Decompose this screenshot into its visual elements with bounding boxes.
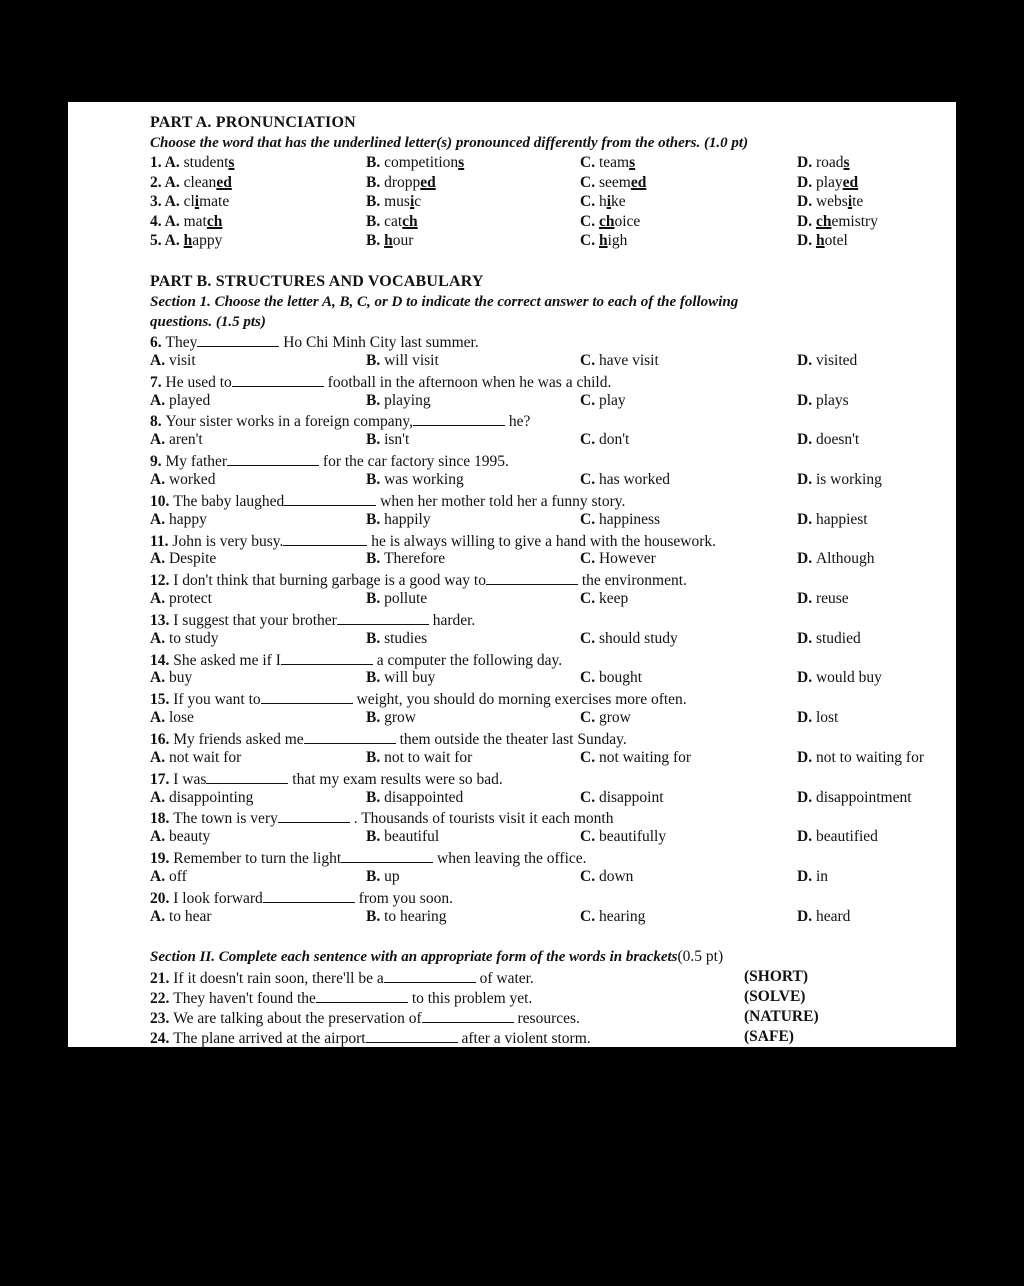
option-letter: B. <box>366 470 385 488</box>
option-letter: C. <box>580 154 599 171</box>
answer-option[interactable]: C. not waiting for <box>580 748 692 766</box>
pronunciation-option: B. catch <box>366 212 418 230</box>
answer-blank[interactable] <box>413 411 505 426</box>
option-letter: D. <box>797 748 816 766</box>
underlined-letters: ed <box>420 173 436 191</box>
option-letter: C. <box>580 748 599 766</box>
answer-option[interactable]: B. pollute <box>366 590 428 607</box>
answer-option[interactable]: A. to hear <box>150 907 212 925</box>
option-letter: B. <box>366 709 385 727</box>
pronunciation-option: D. hotel <box>797 232 848 249</box>
option-letter: D. <box>797 629 816 647</box>
section-2-title: Section II. Complete each sentence with an appropriate form of the words in brackets <box>150 949 678 965</box>
question-number: 8. <box>150 413 166 431</box>
underlined-letters: ed <box>842 173 859 191</box>
option-letter: A. <box>164 154 184 171</box>
answer-option[interactable]: B. happily <box>366 510 431 528</box>
underlined-letters: h <box>384 232 393 249</box>
option-letter: D. <box>797 510 816 528</box>
pronunciation-option: C. high <box>580 232 628 249</box>
question-stem: 12. I don't think that burning garbage is a good way to the environment. <box>150 572 687 590</box>
option-letter: A. <box>150 550 169 568</box>
answer-option[interactable]: D. in <box>797 867 829 885</box>
answer-option[interactable]: C. down <box>580 867 634 885</box>
answer-blank[interactable] <box>316 988 408 1003</box>
underlined-letters: s <box>228 154 235 171</box>
bracket-word: (SOLVE) <box>744 988 806 1005</box>
section-1-instruction: Section 1. Choose the letter A, B, C, or D to indicate the correct answer to each of the following <box>150 294 739 310</box>
option-letter: A. <box>150 907 169 925</box>
pronunciation-option: C. choice <box>580 212 641 230</box>
question-stem: 17. I was that my exam results were so bad. <box>150 770 503 788</box>
answer-option[interactable]: D. not to waiting for <box>797 748 925 766</box>
answer-option[interactable]: B. up <box>366 867 400 885</box>
option-letter: A. <box>150 391 169 409</box>
question-stem: 19. Remember to turn the light when leaving the office. <box>150 850 587 868</box>
question-number: 4. <box>150 212 165 230</box>
option-letter: C. <box>580 470 599 488</box>
question-stem: 13. I suggest that your brother harder. <box>150 611 476 629</box>
pronunciation-option: D. website <box>797 193 864 210</box>
question-number: 9. <box>150 453 166 471</box>
answer-blank[interactable] <box>486 570 578 585</box>
question-number: 7. <box>150 373 166 391</box>
answer-option[interactable]: A. lose <box>150 709 194 727</box>
option-letter: A. <box>164 173 184 191</box>
question-number: 14. <box>150 651 174 669</box>
question-stem: 9. My father for the car factory since 1995. <box>150 453 509 471</box>
option-letter: A. <box>150 470 169 488</box>
pronunciation-option: 1. A. students <box>150 154 235 171</box>
answer-option[interactable]: D. beautified <box>797 828 878 846</box>
answer-option[interactable]: B. disappointed <box>366 788 464 806</box>
question-number: 3. <box>150 193 165 210</box>
answer-option[interactable]: B. was working <box>366 470 464 488</box>
section-2-heading <box>150 948 723 966</box>
option-letter: D. <box>797 709 816 727</box>
question-number: 6. <box>150 334 166 351</box>
answer-blank[interactable] <box>283 531 367 546</box>
underlined-letters: i <box>847 193 853 210</box>
option-letter: B. <box>366 907 385 925</box>
answer-blank[interactable] <box>206 769 288 784</box>
question-stem: 15. If you want to weight, you should do morning exercises more often. <box>150 691 687 709</box>
option-letter: C. <box>580 391 599 409</box>
underlined-letters: ch <box>598 212 615 230</box>
answer-blank[interactable] <box>263 888 355 903</box>
option-letter: C. <box>580 629 599 647</box>
pronunciation-option: B. hour <box>366 232 414 249</box>
word-form-sentence: 21. If it doesn't rain soon, there'll be a of water. <box>150 970 534 987</box>
underlined-letters: h <box>183 232 193 249</box>
answer-blank[interactable] <box>281 650 373 665</box>
bracket-word: (SHORT) <box>744 968 809 985</box>
option-letter: A. <box>150 709 169 727</box>
answer-blank[interactable] <box>284 491 376 506</box>
worksheet-page <box>68 102 956 1047</box>
option-letter: D. <box>797 828 816 846</box>
answer-option[interactable]: A. disappointing <box>150 788 254 806</box>
answer-blank[interactable] <box>422 1008 514 1023</box>
answer-option[interactable]: B. isn't <box>366 431 410 449</box>
answer-option[interactable]: D. is working <box>797 470 882 488</box>
underlined-letters: s <box>629 154 636 171</box>
pronunciation-option: C. hike <box>580 193 626 210</box>
answer-option[interactable]: C. hearing <box>580 907 646 925</box>
question-number: 1. <box>150 154 165 171</box>
option-letter: C. <box>580 351 599 369</box>
question-number: 13. <box>150 611 174 629</box>
option-letter: D. <box>797 212 816 230</box>
option-letter: A. <box>164 193 184 210</box>
question-number: 10. <box>150 492 174 510</box>
answer-option[interactable]: B. to hearing <box>366 907 447 925</box>
pronunciation-option: D. chemistry <box>797 212 878 230</box>
option-letter: B. <box>366 212 385 230</box>
question-stem: 16. My friends asked me them outside the theater last Sunday. <box>150 731 627 748</box>
answer-option[interactable]: D. doesn't <box>797 431 860 449</box>
option-letter: C. <box>580 431 599 449</box>
option-letter: D. <box>797 550 816 568</box>
pronunciation-option: 4. A. match <box>150 212 223 230</box>
option-letter: D. <box>797 470 816 488</box>
answer-option[interactable]: A. buy <box>150 669 193 687</box>
question-stem: 11. John is very busy. he is always willing to give a hand with the housework. <box>150 532 717 550</box>
word-form-sentence: 24. The plane arrived at the airport after a violent storm. <box>150 1030 591 1047</box>
question-number: 19. <box>150 850 174 868</box>
question-stem: 8. Your sister works in a foreign company, he? <box>150 413 531 431</box>
underlined-letters: i <box>194 193 200 210</box>
option-letter: B. <box>366 828 385 846</box>
answer-option[interactable]: C. has worked <box>580 470 670 488</box>
option-letter: A. <box>164 232 184 249</box>
option-letter: D. <box>797 867 816 885</box>
question-number: 22. <box>150 990 174 1007</box>
option-letter: B. <box>366 867 385 885</box>
option-letter: D. <box>797 788 816 806</box>
question-number: 16. <box>150 731 174 748</box>
underlined-letters: i <box>409 193 415 210</box>
word-form-sentence: 22. They haven't found the to this problem yet. <box>150 990 533 1007</box>
option-letter: C. <box>580 828 599 846</box>
answer-option[interactable]: A. happy <box>150 510 207 528</box>
option-letter: D. <box>797 154 816 171</box>
option-letter: C. <box>580 212 599 230</box>
option-letter: B. <box>366 154 385 171</box>
answer-option[interactable]: D. lost <box>797 709 839 727</box>
answer-option[interactable]: C. disappoint <box>580 788 664 806</box>
answer-blank[interactable] <box>341 848 433 863</box>
option-letter: C. <box>580 788 599 806</box>
question-stem: 6. They Ho Chi Minh City last summer. <box>150 334 479 351</box>
option-letter: C. <box>580 669 599 687</box>
question-number: 21. <box>150 970 174 987</box>
answer-blank[interactable] <box>337 610 429 625</box>
option-letter: D. <box>797 431 816 449</box>
answer-option[interactable]: B. studies <box>366 629 428 647</box>
option-letter: A. <box>150 748 169 766</box>
option-letter: B. <box>366 629 385 647</box>
pronunciation-option: D. roads <box>797 154 850 171</box>
answer-option[interactable]: B. playing <box>366 391 431 409</box>
answer-option[interactable]: A. played <box>150 391 211 409</box>
question-number: 11. <box>150 532 173 550</box>
answer-option[interactable]: B. grow <box>366 709 416 727</box>
bracket-word: (SAFE) <box>744 1028 794 1045</box>
pronunciation-option: B. competitions <box>366 154 465 171</box>
underlined-letters: ch <box>815 212 832 230</box>
answer-option[interactable]: A. visit <box>150 351 196 369</box>
pronunciation-option: B. music <box>366 193 422 210</box>
pronunciation-option: B. dropped <box>366 173 436 191</box>
answer-option[interactable]: B. will buy <box>366 669 436 687</box>
question-number: 23. <box>150 1010 174 1027</box>
option-letter: B. <box>366 193 385 210</box>
answer-blank[interactable] <box>197 332 279 347</box>
option-letter: C. <box>580 232 599 249</box>
answer-option[interactable]: B. beautiful <box>366 828 440 846</box>
question-stem: 20. I look forward from you soon. <box>150 889 453 907</box>
answer-option[interactable]: B. not to wait for <box>366 748 473 766</box>
underlined-letters: h <box>598 232 608 249</box>
option-letter: D. <box>797 907 816 925</box>
option-letter: A. <box>150 510 169 528</box>
question-number: 15. <box>150 691 174 709</box>
answer-option[interactable]: D. heard <box>797 907 851 925</box>
question-stem: 7. He used to football in the afternoon when he was a child. <box>150 373 612 391</box>
option-letter: B. <box>366 173 385 191</box>
pronunciation-option: C. teams <box>580 154 636 171</box>
underlined-letters: ch <box>206 212 223 230</box>
option-letter: B. <box>366 431 385 449</box>
answer-blank[interactable] <box>232 372 324 387</box>
question-stem: 10. The baby laughed when her mother told her a funny story. <box>150 492 626 510</box>
question-number: 12. <box>150 572 174 590</box>
answer-option[interactable]: A. beauty <box>150 828 211 846</box>
answer-option[interactable]: C. bought <box>580 669 643 687</box>
underlined-letters: s <box>843 154 850 171</box>
answer-option[interactable]: D. plays <box>797 391 849 409</box>
answer-blank[interactable] <box>227 451 319 466</box>
answer-option[interactable]: D. disappointment <box>797 788 912 806</box>
answer-option[interactable]: B. Therefore <box>366 550 446 568</box>
option-letter: B. <box>366 550 385 568</box>
question-number: 20. <box>150 889 174 907</box>
answer-blank[interactable] <box>278 808 350 823</box>
option-letter: D. <box>797 193 816 210</box>
option-letter: A. <box>150 669 169 687</box>
question-number: 18. <box>150 810 174 828</box>
section-2-points: (0.5 pt) <box>677 948 724 965</box>
underlined-letters: h <box>815 232 825 249</box>
option-letter: C. <box>580 193 599 210</box>
answer-option[interactable]: A. off <box>150 867 187 885</box>
answer-option[interactable]: C. should study <box>580 629 678 647</box>
question-stem: 18. The town is very . Thousands of tourists visit it each month <box>150 810 614 828</box>
option-letter: B. <box>366 669 385 687</box>
pronunciation-option: 2. A. cleaned <box>150 173 232 191</box>
question-stem: 14. She asked me if I a computer the following day. <box>150 651 563 669</box>
option-letter: A. <box>150 590 169 607</box>
word-form-sentence: 23. We are talking about the preservation of resources. <box>150 1010 580 1027</box>
answer-option[interactable]: A. worked <box>150 470 216 488</box>
option-letter: C. <box>580 173 599 191</box>
answer-option[interactable]: C. However <box>580 550 656 568</box>
option-letter: A. <box>150 629 169 647</box>
option-letter: C. <box>580 709 599 727</box>
underlined-letters: ed <box>630 173 647 191</box>
answer-blank[interactable] <box>261 689 353 704</box>
option-letter: D. <box>797 351 816 369</box>
answer-option[interactable]: B. will visit <box>366 351 439 369</box>
option-letter: A. <box>150 788 169 806</box>
answer-option[interactable]: D. Although <box>797 550 875 568</box>
answer-blank[interactable] <box>304 729 396 744</box>
answer-option[interactable]: A. to study <box>150 629 219 647</box>
option-letter: C. <box>580 590 599 607</box>
option-letter: C. <box>580 867 599 885</box>
option-letter: B. <box>366 351 385 369</box>
answer-option[interactable]: D. studied <box>797 629 861 647</box>
pronunciation-option: D. played <box>797 173 859 191</box>
option-letter: D. <box>797 391 816 409</box>
option-letter: D. <box>797 232 816 249</box>
answer-option[interactable]: A. aren't <box>150 431 203 449</box>
answer-option[interactable]: D. happiest <box>797 510 868 528</box>
underlined-letters: i <box>606 193 612 210</box>
option-letter: B. <box>366 510 385 528</box>
option-letter: B. <box>366 232 385 249</box>
answer-option[interactable]: D. visited <box>797 351 858 369</box>
answer-option[interactable]: C. don't <box>580 431 630 449</box>
option-letter: A. <box>150 431 169 449</box>
answer-option[interactable]: C. keep <box>580 590 629 607</box>
option-letter: B. <box>366 748 385 766</box>
answer-blank[interactable] <box>366 1028 458 1043</box>
question-number: 17. <box>150 770 174 788</box>
answer-option[interactable]: A. protect <box>150 590 212 607</box>
pronunciation-option: 3. A. climate <box>150 193 230 210</box>
underlined-letters: ch <box>402 212 418 230</box>
part-b-heading: PART B. STRUCTURES AND VOCABULARY <box>150 273 484 290</box>
answer-option[interactable]: C. happiness <box>580 510 661 528</box>
question-number: 2. <box>150 173 165 191</box>
question-number: 24. <box>150 1030 174 1047</box>
answer-option[interactable]: D. reuse <box>797 590 849 607</box>
option-letter: B. <box>366 590 385 607</box>
answer-option[interactable]: A. not wait for <box>150 748 242 766</box>
part-a-instruction: Choose the word that has the underlined letter(s) pronounced differently from the others. (1.0 pt) <box>150 135 749 151</box>
option-letter: C. <box>580 550 599 568</box>
question-number: 5. <box>150 232 165 249</box>
option-letter: A. <box>150 828 169 846</box>
option-letter: A. <box>150 351 169 369</box>
bracket-word: (NATURE) <box>744 1008 819 1025</box>
part-a-heading: PART A. PRONUNCIATION <box>150 114 356 131</box>
pronunciation-option: C. seemed <box>580 173 647 191</box>
answer-option[interactable]: A. Despite <box>150 550 217 568</box>
option-letter: B. <box>366 391 385 409</box>
option-letter: A. <box>150 867 169 885</box>
answer-option[interactable]: C. grow <box>580 709 631 727</box>
option-letter: C. <box>580 907 599 925</box>
option-letter: A. <box>164 212 184 230</box>
pronunciation-option: 5. A. happy <box>150 232 223 249</box>
answer-blank[interactable] <box>384 968 476 983</box>
answer-option[interactable]: C. play <box>580 391 626 409</box>
underlined-letters: ed <box>216 173 232 191</box>
option-letter: D. <box>797 173 816 191</box>
answer-option[interactable]: D. would buy <box>797 669 882 687</box>
answer-option[interactable]: C. have visit <box>580 351 659 369</box>
option-letter: C. <box>580 510 599 528</box>
option-letter: D. <box>797 590 816 607</box>
section-1-instruction-cont: questions. (1.5 pts) <box>150 314 266 330</box>
underlined-letters: s <box>458 154 465 171</box>
option-letter: B. <box>366 788 385 806</box>
option-letter: D. <box>797 669 816 687</box>
answer-option[interactable]: C. beautifully <box>580 828 667 846</box>
